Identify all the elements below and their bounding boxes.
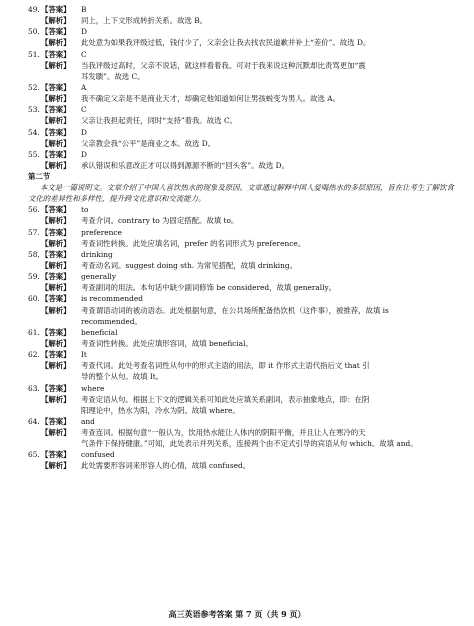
answer-value: and xyxy=(81,416,95,426)
analysis-label: 【解析】 xyxy=(41,394,71,404)
answer-label: 【答案】 xyxy=(41,127,71,137)
analysis-text: 考查定语从句。根据上下文的逻辑关系可知此处应填关系副词，表示抽象地点，即：在阴 xyxy=(81,394,370,404)
answer-label: 【答案】 xyxy=(41,27,71,37)
answer-line xyxy=(28,293,458,304)
analysis-line xyxy=(28,138,458,149)
analysis-line xyxy=(28,305,458,316)
analysis-line xyxy=(28,394,458,405)
answer-label: 【答案】 xyxy=(41,49,71,59)
answer-value: where xyxy=(81,383,105,393)
analysis-text: 考查副词的用法。本句话中缺少副词修饰 be considered，故填 generally。 xyxy=(81,283,337,293)
analysis-label: 【解析】 xyxy=(41,305,71,315)
analysis-continuation: 耳发聩”。故选 C。 xyxy=(81,71,145,81)
answer-line xyxy=(28,227,458,238)
analysis-line xyxy=(28,15,458,26)
analysis-line xyxy=(28,427,458,438)
answer-value: D xyxy=(81,149,87,159)
answer-value: C xyxy=(81,49,87,59)
answer-value: A xyxy=(81,82,87,92)
answer-line xyxy=(28,104,458,115)
question-number: 52. xyxy=(28,82,40,92)
analysis-line xyxy=(28,338,458,349)
question-number: 60. xyxy=(28,294,40,304)
analysis-label: 【解析】 xyxy=(41,238,71,248)
analysis-text: 同上，上下文形成转折关系。故选 B。 xyxy=(81,16,208,26)
question-number: 56. xyxy=(28,205,40,215)
analysis-text: 考查动名词。suggest doing sth. 为常见搭配，故填 drinking。 xyxy=(81,260,298,270)
analysis-text: 考查介词。contrary to 为固定搭配。故填 to。 xyxy=(81,216,239,226)
answer-value: drinking xyxy=(81,249,113,259)
analysis-label: 【解析】 xyxy=(41,16,71,26)
answer-label: 【答案】 xyxy=(41,149,71,159)
analysis-label: 【解析】 xyxy=(41,60,71,70)
answer-value: is recommended xyxy=(81,294,143,304)
question-number: 64. xyxy=(28,416,40,426)
answer-value: to xyxy=(81,205,89,215)
analysis-line xyxy=(28,215,458,226)
answer-line xyxy=(28,383,458,394)
analysis-text: 考查代词。此处考查名词性从句中的形式主语的用法，即 it 作形式主语代指后文 that 引 xyxy=(81,361,370,371)
answer-line xyxy=(28,416,458,427)
answer-label: 【答案】 xyxy=(41,272,71,282)
answer-label: 【答案】 xyxy=(41,205,71,215)
answer-label: 【答案】 xyxy=(41,82,71,92)
analysis-continuation: 导的整个从句。故填 It。 xyxy=(81,372,164,382)
analysis-line xyxy=(28,360,458,371)
section-title: 第二节 xyxy=(28,172,51,182)
analysis-text: 父亲让我担起责任，同时“支持”着我。故选 C。 xyxy=(81,116,237,126)
analysis-line xyxy=(28,37,458,48)
answer-value: preference xyxy=(81,227,122,237)
analysis-text: 承认错误和乐意改正才可以得到源源不断的“回头客”。故选 D。 xyxy=(81,160,289,170)
analysis-text: 父亲教会我“公平”是商业之本。故选 D。 xyxy=(81,138,216,148)
answer-value: generally xyxy=(81,272,117,282)
answer-value: B xyxy=(81,5,87,14)
question-number: 65. xyxy=(28,450,40,460)
question-number: 51. xyxy=(28,49,40,59)
question-number: 54. xyxy=(28,127,40,137)
analysis-label: 【解析】 xyxy=(41,338,71,348)
answer-value: confused xyxy=(81,450,115,460)
analysis-continuation: recommended。 xyxy=(81,316,142,326)
answer-list-part-two xyxy=(28,204,458,471)
answer-line xyxy=(28,349,458,360)
answer-line xyxy=(28,449,458,460)
answer-list-part-one xyxy=(28,4,458,171)
analysis-text: 此处意为如果我评级过低，钱付少了，父亲会让我去找农民道歉并补上“差价”。故选 D。 xyxy=(81,38,371,48)
question-number: 50. xyxy=(28,27,40,37)
analysis-line xyxy=(28,115,458,126)
analysis-label: 【解析】 xyxy=(41,283,71,293)
answer-line xyxy=(28,26,458,37)
answer-line xyxy=(28,249,458,260)
answer-label: 【答案】 xyxy=(41,327,71,337)
analysis-text: 当我评级过高时，父亲不说话，就这样看着我。可对于我来说这种沉默却比责骂更加“震 xyxy=(81,60,366,70)
answer-value: D xyxy=(81,27,87,37)
analysis-text: 考查词性转换。此处应填形容词，故填 beneficial。 xyxy=(81,338,253,348)
question-number: 53. xyxy=(28,105,40,115)
analysis-label: 【解析】 xyxy=(41,138,71,148)
page-footer: 高三英语参考答案 第 7 页（共 9 页） xyxy=(168,609,306,620)
analysis-label: 【解析】 xyxy=(41,216,71,226)
analysis-line xyxy=(28,260,458,271)
question-number: 61. xyxy=(28,327,40,337)
analysis-line xyxy=(28,160,458,171)
question-number: 59. xyxy=(28,272,40,282)
answer-line xyxy=(28,204,458,215)
answer-label: 【答案】 xyxy=(41,416,71,426)
analysis-text: 考查词性转换。此处应填名词，prefer 的名词形式为 preference。 xyxy=(81,238,306,248)
answer-line xyxy=(28,82,458,93)
analysis-label: 【解析】 xyxy=(41,361,71,371)
question-number: 58. xyxy=(28,249,40,259)
answer-label: 【答案】 xyxy=(41,383,71,393)
analysis-continuation: 阳理论中，热水为阳，冷水为阴。故填 where。 xyxy=(81,405,240,415)
analysis-continuation: 气条件下保持健康。”可知，此处表示并列关系，连接两个由不定式引导的宾语从句 which。故填 and。 xyxy=(81,439,418,449)
analysis-label: 【解析】 xyxy=(41,461,71,471)
answer-label: 【答案】 xyxy=(41,105,71,115)
analysis-text: 我不确定父亲是不是商业天才，却确定他知道如何让男孩蜕变为男人。故选 A。 xyxy=(81,94,340,104)
question-number: 49. xyxy=(28,5,40,14)
analysis-line xyxy=(28,60,458,71)
answer-line xyxy=(28,149,458,160)
answer-label: 【答案】 xyxy=(41,450,71,460)
answer-label: 【答案】 xyxy=(41,5,71,14)
answer-label: 【答案】 xyxy=(41,249,71,259)
answer-label: 【答案】 xyxy=(41,227,71,237)
answer-line xyxy=(28,127,458,138)
analysis-label: 【解析】 xyxy=(41,428,71,438)
answer-value: It xyxy=(81,350,87,360)
analysis-line xyxy=(28,238,458,249)
analysis-label: 【解析】 xyxy=(41,94,71,104)
analysis-label: 【解析】 xyxy=(41,38,71,48)
answer-value: C xyxy=(81,105,87,115)
analysis-label: 【解析】 xyxy=(41,116,71,126)
question-number: 57. xyxy=(28,227,40,237)
answer-line xyxy=(28,4,458,15)
analysis-line xyxy=(28,460,458,471)
answer-value: beneficial xyxy=(81,327,118,337)
analysis-line xyxy=(28,282,458,293)
question-number: 55. xyxy=(28,149,40,159)
analysis-text: 考查连词。根据句意“一般认为，饮用热水能让人体内的阴阳平衡，并且让人在寒冷的天 xyxy=(81,428,366,438)
analysis-label: 【解析】 xyxy=(41,160,71,170)
question-number: 62. xyxy=(28,350,40,360)
answer-value: D xyxy=(81,127,87,137)
answer-line xyxy=(28,327,458,338)
analysis-text: 考查谓语动词的被动语态。此处根据句意，在公共场所配备热饮机（这件事），被推荐，故填 is xyxy=(81,305,389,315)
analysis-line xyxy=(28,93,458,104)
answer-label: 【答案】 xyxy=(41,350,71,360)
analysis-text: 此处需要形容词来形容人的心情，故填 confused。 xyxy=(81,461,251,471)
answer-line xyxy=(28,271,458,282)
answer-label: 【答案】 xyxy=(41,294,71,304)
analysis-label: 【解析】 xyxy=(41,260,71,270)
question-number: 63. xyxy=(28,383,40,393)
section-intro: 本文是一篇说明文。文章介绍了中国人喜饮热水的现象及原因。文章通过解释中国人爱喝热水的多层原因，旨在让考生了解饮食文化的差异性和多样性，提升跨文化意识和交流能力。 xyxy=(28,183,454,204)
answer-line xyxy=(28,49,458,60)
